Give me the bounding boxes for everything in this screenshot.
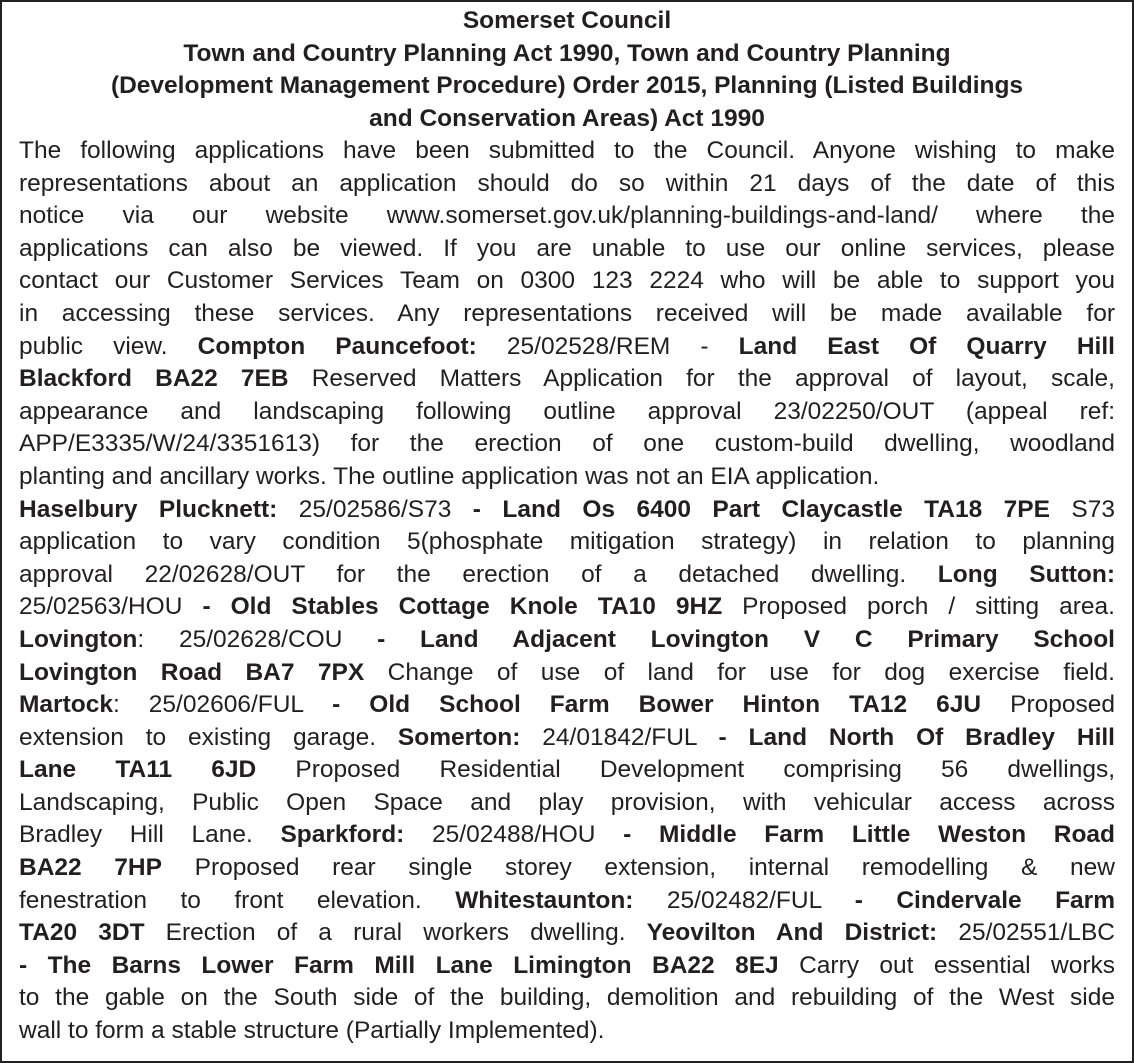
notice-text-line — [19, 526, 1115, 559]
bold-heading-text: - Cindervale Farm — [854, 886, 1116, 914]
notice-text-line — [19, 298, 1115, 331]
notice-text-line — [19, 135, 1115, 168]
bold-heading-text: Land East Of Quarry Hill — [738, 332, 1115, 360]
body-text: Proposed porch / sitting area. — [722, 593, 1115, 621]
bold-heading-text: Sparkford: — [280, 821, 405, 849]
body-text: Proposed — [981, 691, 1115, 719]
body-text: to the gable on the South side of the building, demolition and rebuilding of the West side — [19, 984, 1115, 1012]
bold-heading-text: Whitestaunton: — [455, 886, 634, 914]
body-text: : 25/02606/FUL — [112, 691, 333, 719]
notice-text-line — [19, 657, 1115, 690]
notice-text-line — [19, 624, 1115, 657]
body-text: Bradley Hill Lane. — [19, 821, 281, 849]
body-text: representations about an application should do so within 21 days of the date of this — [19, 169, 1115, 197]
bold-heading-text: - Old School Farm Bower Hinton TA12 6JU — [332, 691, 982, 719]
body-text: Proposed Residential Development comprising 56 dwellings, — [256, 756, 1115, 784]
body-text: Carry out essential works — [778, 951, 1115, 979]
notice-text-line — [19, 559, 1115, 592]
bold-heading-text: - Old Stables Cottage Knole TA10 9HZ — [202, 593, 723, 621]
notice-text-line — [19, 331, 1115, 364]
notice-text-line — [19, 363, 1115, 396]
bold-heading-text: Somerton: — [397, 723, 521, 751]
body-text: application to vary condition 5(phosphate mitigation strategy) in relation to planning — [19, 528, 1115, 556]
body-text: Reserved Matters Application for the approval of layout, scale, — [288, 365, 1115, 393]
body-text: 25/02528/REM - — [476, 332, 739, 360]
body-text: 24/01842/FUL — [520, 723, 719, 751]
body-text: Proposed rear single storey extension, internal remodelling & new — [161, 854, 1115, 882]
body-text: APP/E3335/W/24/3351613) for the erection of one custom-build dwelling, woodland — [19, 430, 1115, 458]
bold-heading-text: - Middle Farm Little Weston Road — [623, 821, 1116, 849]
notice-text-line — [19, 591, 1115, 624]
notice-text-line — [19, 722, 1115, 755]
notice-text-line — [19, 754, 1115, 787]
notice-text-line — [19, 819, 1115, 852]
notice-text-line — [19, 917, 1115, 950]
body-text: public view. — [19, 332, 198, 360]
bold-heading-text: Long Sutton: — [937, 560, 1115, 588]
notice-text-line — [19, 689, 1115, 722]
notice-text-line — [19, 1015, 1115, 1048]
bold-heading-text: - Land Os 6400 Part Claycastle TA18 7PE — [472, 495, 1050, 523]
body-text: approval 22/02628/OUT for the erection of a detached dwelling. — [19, 560, 938, 588]
notice-text-line — [19, 950, 1115, 983]
body-text: 25/02488/HOU — [404, 821, 624, 849]
notice-text-line — [19, 787, 1115, 820]
bold-heading-text: - Land North Of Bradley Hill — [718, 723, 1115, 751]
act-title-line: (Development Management Procedure) Order 2015, Planning (Listed Buildings — [110, 72, 1024, 100]
notice-text-line — [19, 168, 1115, 201]
act-title-line: Town and Country Planning Act 1990, Town and Country Planning — [183, 39, 951, 67]
body-text: 25/02551/LBC — [937, 919, 1115, 947]
bold-heading-text: TA20 3DT — [19, 919, 145, 947]
notice-text-line — [19, 265, 1115, 298]
bold-heading-text: Martock — [19, 691, 113, 719]
notice-text-line — [19, 982, 1115, 1015]
notice-text-line — [19, 396, 1115, 429]
body-text: contact our Customer Services Team on 0300 123 2224 who will be able to support you — [19, 267, 1115, 295]
bold-heading-text: Lane TA11 6JD — [19, 756, 257, 784]
body-text: appearance and landscaping following outline approval 23/02250/OUT (appeal ref: — [19, 397, 1115, 425]
notice-text-line — [19, 494, 1115, 527]
bold-heading-text: BA22 7HP — [19, 854, 162, 882]
bold-heading-text: Blackford BA22 7EB — [19, 365, 289, 393]
body-text: Landscaping, Public Open Space and play provision, with vehicular access across — [19, 788, 1115, 816]
body-text: Erection of a rural workers dwelling. — [144, 919, 647, 947]
body-text: The following applications have been submitted to the Council. Anyone wishing to make — [19, 137, 1115, 164]
notice-text-line — [19, 461, 1115, 494]
body-text: Change of use of land for use for dog exercise field. — [364, 658, 1115, 686]
body-text: 25/02586/S73 — [277, 495, 473, 523]
bold-heading-text: Lovington Road BA7 7PX — [19, 658, 365, 686]
notice-text-line — [19, 428, 1115, 461]
body-text: notice via our website www.somerset.gov.uk/planning-buildings-and-land/ where the — [19, 202, 1115, 230]
body-text: 25/02563/HOU — [19, 593, 203, 621]
body-text: wall to form a stable structure (Partially Implemented). — [19, 1017, 605, 1045]
body-text: extension to existing garage. — [19, 723, 398, 751]
body-text: 25/02482/FUL — [633, 886, 855, 914]
notice-text-line — [19, 885, 1115, 918]
body-text: in accessing these services. Any representations received will be made available for — [19, 299, 1115, 327]
bold-heading-text: Compton Pauncefoot: — [197, 332, 477, 360]
bold-heading-text: Lovington — [19, 625, 138, 653]
body-text: planting and ancillary works. The outline application was not an EIA application. — [19, 462, 880, 490]
body-text: : 25/02628/COU — [137, 625, 378, 653]
bold-heading-text: Haselbury Plucknett: — [19, 495, 278, 523]
notice-body — [19, 135, 1115, 1048]
body-text: fenestration to front elevation. — [19, 886, 456, 914]
body-text: S73 — [1049, 495, 1115, 523]
notice-text-line — [19, 233, 1115, 266]
notice-text-line — [19, 852, 1115, 885]
notice-header — [12, 5, 1122, 135]
notice-text-line — [19, 200, 1115, 233]
bold-heading-text: - The Barns Lower Farm Mill Lane Limington BA22 8EJ — [19, 951, 779, 979]
body-text: applications can also be viewed. If you are unable to use our online services, please — [19, 234, 1115, 262]
council-name: Somerset Council — [462, 7, 672, 34]
act-title-line: and Conservation Areas) Act 1990 — [369, 104, 765, 132]
bold-heading-text: Yeovilton And District: — [646, 919, 938, 947]
bold-heading-text: - Land Adjacent Lovington V C Primary School — [377, 625, 1115, 653]
